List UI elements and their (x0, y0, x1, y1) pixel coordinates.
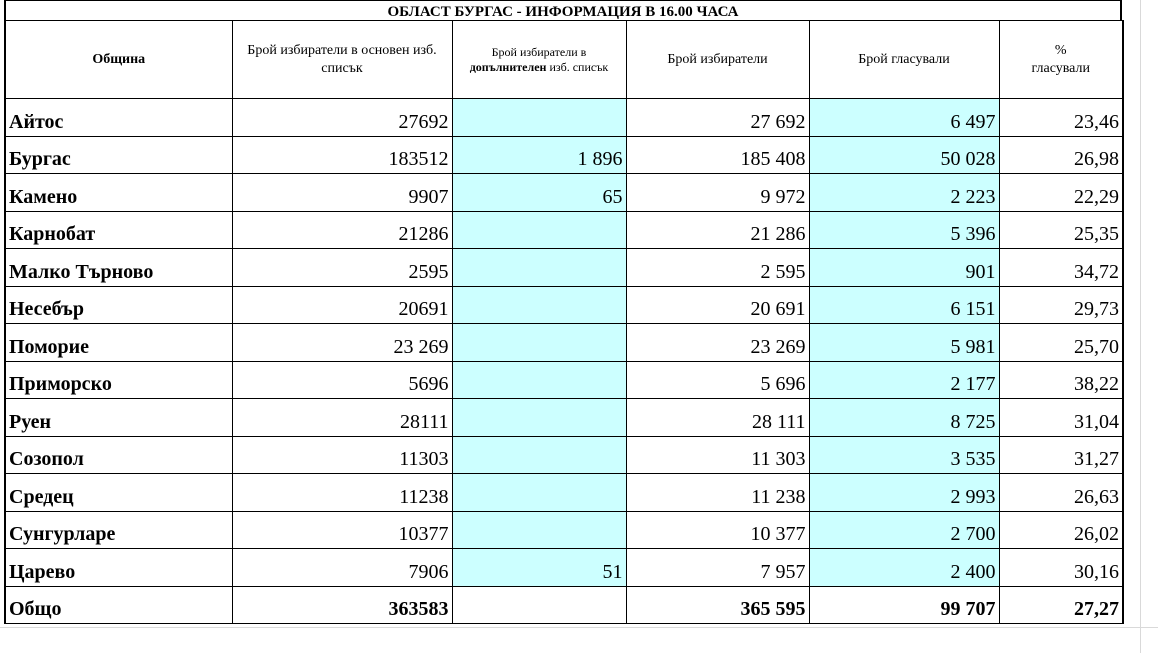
cell-voters[interactable]: 11 238 (626, 474, 809, 512)
cell-additional-list[interactable] (452, 286, 626, 324)
cell-voters[interactable]: 20 691 (626, 286, 809, 324)
cell-municipality[interactable]: Сунгурларе (5, 511, 232, 549)
cell-municipality[interactable]: Общо (5, 586, 232, 624)
header-additional-post: изб. списък (546, 59, 609, 74)
table-row (5, 249, 1123, 287)
grid-line (0, 627, 1158, 628)
cell-voted[interactable]: 2 177 (809, 361, 999, 399)
cell-voters[interactable]: 2 595 (626, 249, 809, 287)
cell-municipality[interactable]: Карнобат (5, 211, 232, 249)
cell-percent[interactable]: 25,70 (999, 324, 1123, 362)
cell-percent[interactable]: 26,02 (999, 511, 1123, 549)
table-row (5, 324, 1123, 362)
header-percent[interactable]: % гласували (999, 21, 1123, 99)
cell-additional-list[interactable] (452, 511, 626, 549)
cell-voted[interactable]: 2 400 (809, 549, 999, 587)
cell-voted[interactable]: 99 707 (809, 586, 999, 624)
cell-percent[interactable]: 22,29 (999, 174, 1123, 212)
grid-line (1140, 0, 1141, 653)
cell-additional-list[interactable] (452, 324, 626, 362)
cell-percent[interactable]: 25,35 (999, 211, 1123, 249)
cell-percent[interactable]: 27,27 (999, 586, 1123, 624)
cell-municipality[interactable]: Айтос (5, 99, 232, 137)
cell-voted[interactable]: 6 151 (809, 286, 999, 324)
cell-main-list[interactable]: 11303 (232, 436, 452, 474)
cell-voted[interactable]: 2 993 (809, 474, 999, 512)
cell-additional-list[interactable] (452, 249, 626, 287)
cell-voted[interactable]: 50 028 (809, 136, 999, 174)
cell-municipality[interactable]: Поморие (5, 324, 232, 362)
cell-municipality[interactable]: Камено (5, 174, 232, 212)
cell-main-list[interactable]: 20691 (232, 286, 452, 324)
cell-additional-list[interactable] (452, 361, 626, 399)
cell-voted[interactable]: 3 535 (809, 436, 999, 474)
cell-municipality[interactable]: Созопол (5, 436, 232, 474)
cell-municipality[interactable]: Руен (5, 399, 232, 437)
cell-voted[interactable]: 901 (809, 249, 999, 287)
header-main-list[interactable]: Брой избиратели в основен изб. списък (232, 21, 452, 99)
header-additional-list[interactable] (452, 21, 626, 99)
cell-additional-list[interactable] (452, 99, 626, 137)
table-row (5, 211, 1123, 249)
header-voters[interactable]: Брой избиратели (626, 21, 809, 99)
cell-voted[interactable]: 2 223 (809, 174, 999, 212)
cell-percent[interactable]: 29,73 (999, 286, 1123, 324)
cell-additional-list[interactable] (452, 586, 626, 624)
table-row (5, 474, 1123, 512)
table-row (5, 399, 1123, 437)
cell-main-list[interactable]: 9907 (232, 174, 452, 212)
header-municipality[interactable]: Община (5, 21, 232, 99)
cell-main-list[interactable]: 2595 (232, 249, 452, 287)
cell-main-list[interactable]: 21286 (232, 211, 452, 249)
table-row (5, 174, 1123, 212)
cell-additional-list[interactable] (452, 211, 626, 249)
header-additional-bold: допълнителен (469, 59, 547, 74)
cell-municipality[interactable]: Бургас (5, 136, 232, 174)
cell-percent[interactable]: 26,98 (999, 136, 1123, 174)
cell-voters[interactable]: 27 692 (626, 99, 809, 137)
header-additional-pre: Брой избиратели в (491, 44, 587, 59)
cell-voted[interactable]: 5 981 (809, 324, 999, 362)
cell-voters[interactable]: 185 408 (626, 136, 809, 174)
cell-voters[interactable]: 28 111 (626, 399, 809, 437)
cell-percent[interactable]: 31,27 (999, 436, 1123, 474)
cell-additional-list[interactable]: 65 (452, 174, 626, 212)
cell-voters[interactable]: 9 972 (626, 174, 809, 212)
cell-municipality[interactable]: Несебър (5, 286, 232, 324)
cell-main-list[interactable]: 27692 (232, 99, 452, 137)
cell-municipality[interactable]: Средец (5, 474, 232, 512)
cell-municipality[interactable]: Приморско (5, 361, 232, 399)
cell-voters[interactable]: 11 303 (626, 436, 809, 474)
sheet-title: ОБЛАСТ БУРГАС - ИНФОРМАЦИЯ В 16.00 ЧАСА (4, 0, 1122, 20)
cell-percent[interactable]: 23,46 (999, 99, 1123, 137)
cell-main-list[interactable]: 7906 (232, 549, 452, 587)
cell-percent[interactable]: 38,22 (999, 361, 1123, 399)
cell-voted[interactable]: 6 497 (809, 99, 999, 137)
turnout-table (4, 20, 1124, 624)
cell-main-list[interactable]: 11238 (232, 474, 452, 512)
cell-percent[interactable]: 34,72 (999, 249, 1123, 287)
table-row (5, 361, 1123, 399)
table-row (5, 286, 1123, 324)
cell-voters[interactable]: 21 286 (626, 211, 809, 249)
cell-main-list[interactable]: 363583 (232, 586, 452, 624)
cell-municipality[interactable]: Малко Търново (5, 249, 232, 287)
table-row (5, 99, 1123, 137)
cell-main-list[interactable]: 183512 (232, 136, 452, 174)
cell-voters[interactable]: 5 696 (626, 361, 809, 399)
cell-percent[interactable]: 30,16 (999, 549, 1123, 587)
cell-additional-list[interactable] (452, 436, 626, 474)
cell-additional-list[interactable]: 51 (452, 549, 626, 587)
cell-main-list[interactable]: 23 269 (232, 324, 452, 362)
cell-percent[interactable]: 26,63 (999, 474, 1123, 512)
table-row (5, 136, 1123, 174)
header-row (5, 21, 1123, 99)
cell-voted[interactable]: 2 700 (809, 511, 999, 549)
cell-main-list[interactable]: 5696 (232, 361, 452, 399)
header-voted[interactable]: Брой гласували (809, 21, 999, 99)
cell-additional-list[interactable]: 1 896 (452, 136, 626, 174)
cell-main-list[interactable]: 10377 (232, 511, 452, 549)
cell-main-list[interactable]: 28111 (232, 399, 452, 437)
cell-additional-list[interactable] (452, 474, 626, 512)
total-row (5, 586, 1123, 624)
cell-additional-list[interactable] (452, 399, 626, 437)
cell-voters[interactable]: 23 269 (626, 324, 809, 362)
cell-voters[interactable]: 7 957 (626, 549, 809, 587)
table-row (5, 436, 1123, 474)
cell-voted[interactable]: 8 725 (809, 399, 999, 437)
table-body (5, 99, 1123, 624)
cell-percent[interactable]: 31,04 (999, 399, 1123, 437)
table-row (5, 511, 1123, 549)
cell-voted[interactable]: 5 396 (809, 211, 999, 249)
cell-voters[interactable]: 365 595 (626, 586, 809, 624)
cell-municipality[interactable]: Царево (5, 549, 232, 587)
table-row (5, 549, 1123, 587)
cell-voters[interactable]: 10 377 (626, 511, 809, 549)
